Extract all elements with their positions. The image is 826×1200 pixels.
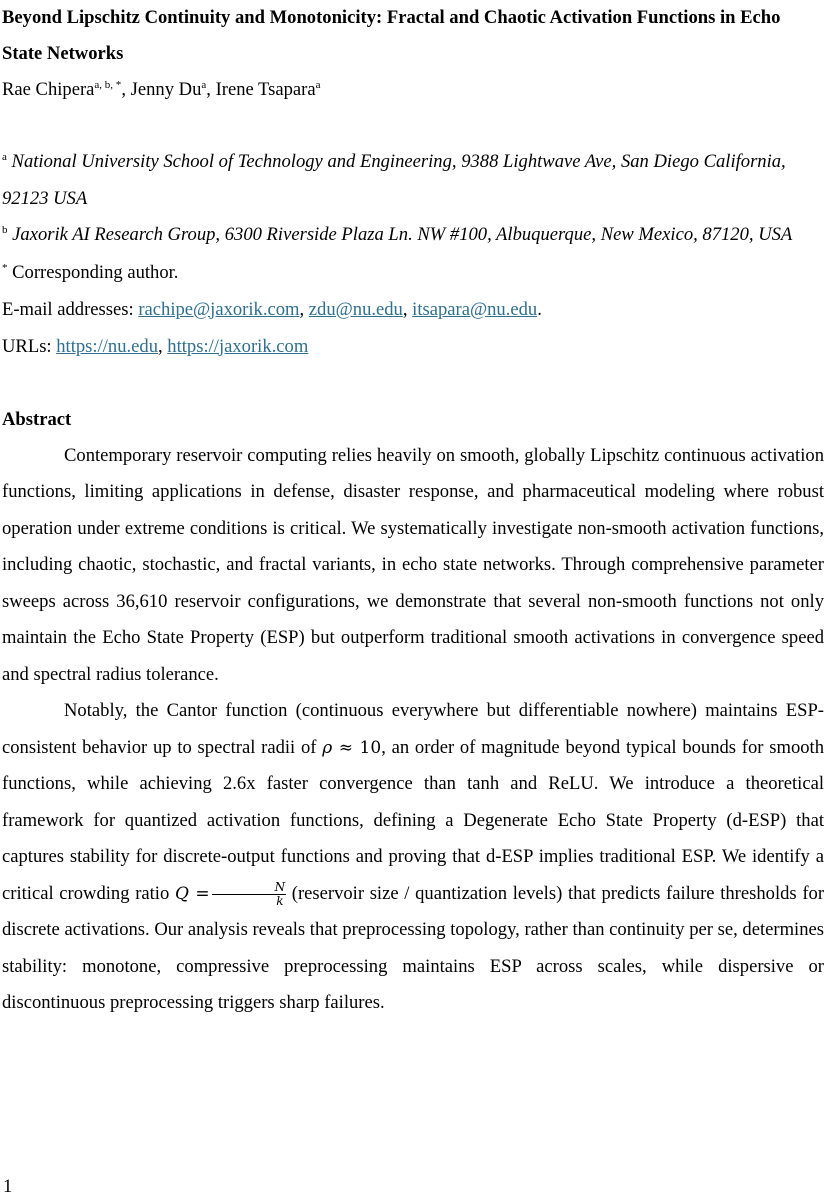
fraction-numerator: N bbox=[212, 881, 287, 895]
fraction-denominator: k bbox=[276, 893, 284, 908]
author-list: Rae Chipera$^{a, b, *}$, Jenny Du$^a$, Irene Tsapara$^a$ bbox=[2, 79, 321, 100]
affiliation bbox=[2, 217, 824, 254]
url-link[interactable]: https://jaxorik.com bbox=[167, 335, 309, 357]
corresponding-mark: * bbox=[2, 261, 8, 274]
author-affiliation-mark: a bbox=[315, 79, 321, 92]
email-link[interactable]: itsapara@nu.edu bbox=[412, 298, 538, 320]
paper-page bbox=[2, 0, 824, 1022]
email-addresses: E-mail addresses: rachipe@jaxorik.com, zdu@nu.edu, itsapara@nu.edu. bbox=[2, 298, 542, 320]
email-link[interactable]: rachipe@jaxorik.com bbox=[138, 298, 300, 320]
affiliation-text: Jaxorik AI Research Group, 6300 Riverside Plaza Ln. NW #100, Albuquerque, New Mexico, 87120, USA bbox=[12, 224, 793, 245]
author-affiliation-mark: a bbox=[201, 79, 207, 92]
affiliation bbox=[2, 144, 824, 217]
math-approx: ≈ 10 bbox=[332, 737, 382, 758]
abstract-paragraph: Contemporary reservoir computing relies heavily on smooth, globally Lipschitz continuous activation functions, limiting applications in defense, disaster response, and pharmaceutical modeling where robust operation under extreme conditions is critical. We systematically investigate non-smooth activation functions, including chaotic, stochastic, and fractal variants, in echo state networks. Through comprehensive parameter sweeps across 36,610 reservoir configurations, we demonstrate that several non-smooth functions not only maintain the Echo State Property (ESP) but outperform traditional smooth activations in convergence speed and spectral radius tolerance. bbox=[2, 444, 824, 685]
url-link[interactable]: https://nu.edu bbox=[56, 335, 158, 357]
math-equals: = bbox=[188, 883, 210, 904]
affiliation-mark: b bbox=[2, 224, 8, 237]
email-label: E-mail addresses: bbox=[2, 298, 134, 320]
author-name: Rae Chipera bbox=[2, 79, 95, 100]
author-name: Jenny Du bbox=[130, 79, 202, 100]
paper-title: Beyond Lipschitz Continuity and Monotonicity: Fractal and Chaotic Activation Functions in Echo State Networks bbox=[2, 7, 781, 64]
urls-label: URLs: bbox=[2, 335, 52, 357]
urls: URLs: https://nu.edu, https://jaxorik.com bbox=[2, 335, 309, 357]
affiliation-text: National University School of Technology and Engineering, 9388 Lightwave Ave, San Diego California, 92123 USA bbox=[2, 151, 786, 209]
abstract-paragraph: Notably, the Cantor function (continuous everywhere but differentiable nowhere) maintains ESP-consistent behavior up to spectral radii of ρ ≈ 10, an order of magnitude beyond typical bounds for smooth functions, while achieving 2.6x faster convergence than tanh and ReLU. We introduce a theoretical framework for quantized activation functions, defining a Degenerate Echo State Property (d-ESP) that captures stability for discrete-output functions and proving that d-ESP implies traditional ESP. We identify a critical crowding ratio Q = $\frac{N}{k}$ (reservoir size / quantization levels) that predicts failure thresholds for discrete activations. Our analysis reveals that preprocessing topology, rather than continuity per se, determines stability: monotone, compressive preprocessing maintains ESP across scales, while dispersive or discontinuous preprocessing triggers sharp failures. bbox=[2, 700, 825, 1013]
math-fraction bbox=[212, 881, 287, 908]
corresponding-author-note: * Corresponding author. bbox=[2, 261, 179, 283]
author-name: Irene Tsapara bbox=[215, 79, 316, 100]
email-link[interactable]: zdu@nu.edu bbox=[308, 298, 403, 320]
math-q: Q bbox=[174, 883, 189, 904]
page-number: 1 bbox=[3, 1176, 13, 1197]
math-rho: ρ bbox=[322, 737, 333, 758]
author-affiliation-mark: a, b, * bbox=[94, 79, 122, 92]
affiliation-mark: a bbox=[2, 151, 7, 164]
abstract-heading: Abstract bbox=[2, 408, 72, 430]
